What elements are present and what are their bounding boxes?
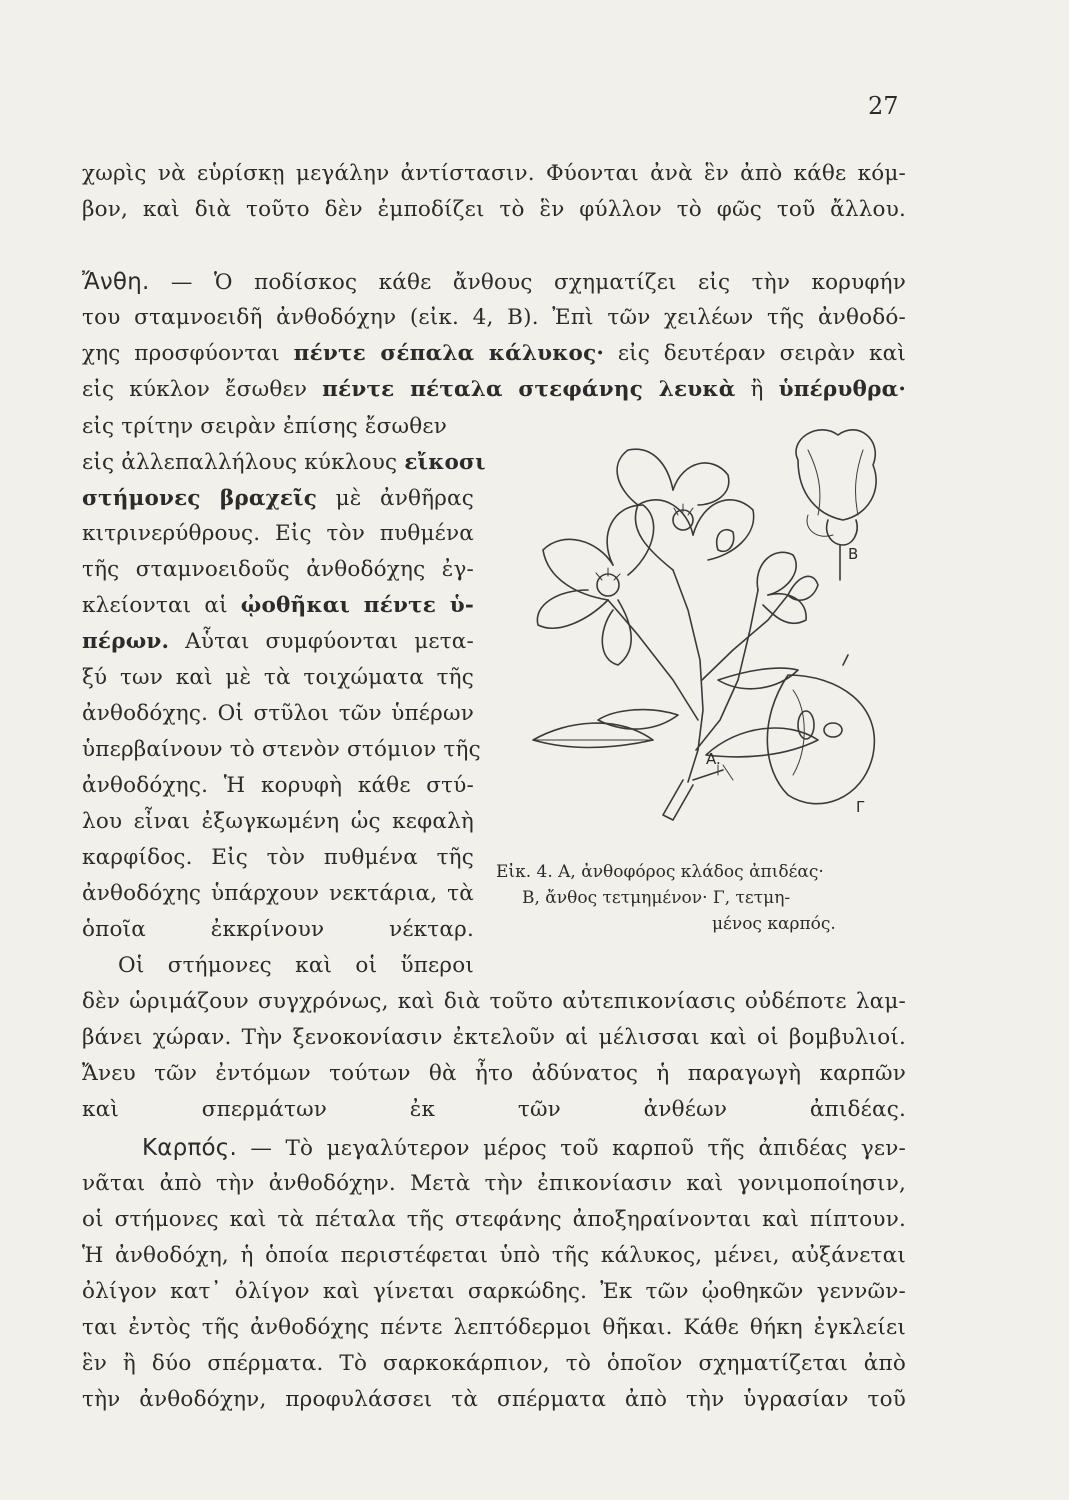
figure-caption: Β, ἄνθος τετμημένον· Γ, τετμη-	[522, 888, 791, 908]
text-line: καρφίδος. Εἰς τὸν πυθμένα τῆς	[82, 845, 474, 870]
text-line: χωρὶς νὰ εὑρίσκῃ μεγάλην ἀντίστασιν. Φύονται ἀνὰ ἓν ἀπὸ κάθε κόμ-	[82, 161, 906, 186]
text-line: ται ἐντὸς τῆς ἀνθοδόχης πέντε λεπτόδερμοι θῆκαι. Κάθε θήκη ἐγκλείει	[82, 1315, 906, 1340]
text-line: ἓν ἢ δύο σπέρματα. Τὸ σαρκοκάρπιον, τὸ ὁποῖον σχηματίζεται ἀπὸ	[82, 1351, 906, 1376]
text-line: χης προσφύονται πέντε σέπαλα κάλυκος· εἰς δευτέραν σειρὰν καὶ	[82, 341, 906, 366]
text-line: Οἱ στήμονες καὶ οἱ ὕπεροι	[118, 953, 474, 978]
text-line: εἰς ἀλλεπαλλήλους κύκλους εἴκοσι	[82, 450, 486, 475]
text-line: ἀνθοδόχης. Οἱ στῦλοι τῶν ὑπέρων	[82, 701, 474, 726]
text-line: βάνει χώραν. Τὴν ξενοκονίασιν ἐκτελοῦν αἱ μέλισσαι καὶ οἱ βομβυλιοί.	[82, 1025, 906, 1050]
text-line: κιτρινερύθρους. Εἰς τὸν πυθμένα	[82, 521, 474, 546]
figure-label-a: A.	[706, 750, 721, 768]
text-line: ἀνθοδόχης ὑπάρχουν νεκτάρια, τὰ	[82, 881, 474, 906]
text-line: οἱ στήμονες καὶ τὰ πέταλα τῆς στεφάνης ἀποξηραίνονται καὶ πίπτουν.	[82, 1207, 906, 1232]
pear-branch-illustration	[488, 420, 908, 840]
figure-label-b: B	[848, 545, 859, 563]
text-line: ὁποῖα ἐκκρίνουν νέκταρ.	[82, 917, 474, 942]
text-line: Ἡ ἀνθοδόχη, ἡ ὁποία περιστέφεται ὑπὸ τῆς κάλυκος, μένει, αὐξάνεται	[82, 1243, 906, 1268]
text-line: τῆς σταμνοειδοῦς ἀνθοδόχης ἐγ-	[82, 557, 474, 582]
text-line: Ἄνθη. — Ὁ ποδίσκος κάθε ἄνθους σχηματίζει εἰς τὴν κορυφήν	[82, 269, 906, 295]
section-heading-flowers: Ἄνθη.	[82, 269, 150, 295]
page-number: 27	[868, 92, 899, 120]
text-line: εἰς κύκλον ἔσωθεν πέντε πέταλα στεφάνης λευκὰ ἢ ὑπέρυθρα·	[82, 377, 907, 402]
text-line: ὑπερβαίνουν τὸ στενὸν στόμιον τῆς	[82, 737, 481, 762]
text-line: του σταμνοειδῆ ἀνθοδόχην (εἰκ. 4, Β). Ἐπὶ τῶν χειλέων τῆς ἀνθοδό-	[82, 305, 906, 330]
text-line: στήμονες βραχεῖς μὲ ἀνθῆρας	[82, 486, 474, 511]
text-line: τὴν ἀνθοδόχην, προφυλάσσει τὰ σπέρματα ἀπὸ τὴν ὑγρασίαν τοῦ	[82, 1387, 906, 1412]
text-line: βον, καὶ διὰ τοῦτο δὲν ἐμποδίζει τὸ ἓν φύλλον τὸ φῶς τοῦ ἄλλου.	[82, 197, 906, 222]
text-line: ἀνθοδόχης. Ἡ κορυφὴ κάθε στύ-	[82, 773, 474, 798]
text-line: νᾶται ἀπὸ τὴν ἀνθοδόχην. Μετὰ τὴν ἐπικονίασιν καὶ γονιμοποίησιν,	[82, 1171, 906, 1196]
text-line: Καρπός. — Τὸ μεγαλύτερον μέρος τοῦ καρποῦ τῆς ἀπιδέας γεν-	[142, 1135, 906, 1161]
text-line: δὲν ὡριμάζουν συγχρόνως, καὶ διὰ τοῦτο αὐτεπικονίασις οὐδέποτε λαμ-	[82, 989, 906, 1014]
text-line: ξύ των καὶ μὲ τὰ τοιχώματα τῆς	[82, 665, 474, 690]
text-line: καὶ σπερμάτων ἐκ τῶν ἀνθέων ἀπιδέας.	[82, 1097, 906, 1122]
text-line: λου εἶναι ἐξωγκωμένη ὡς κεφαλὴ	[82, 809, 474, 834]
text-line: Ἄνευ τῶν ἐντόμων τούτων θὰ ἦτο ἀδύνατος ἡ παραγωγὴ καρπῶν	[82, 1061, 906, 1086]
figure-caption: Εἰκ. 4. Α, ἀνθοφόρος κλάδος ἀπιδέας·	[496, 862, 824, 882]
figure-caption: μένος καρπός.	[712, 914, 836, 934]
text-line: κλείονται αἱ ᾠοθῆκαι πέντε ὑ-	[82, 593, 474, 618]
text-line: πέρων. Αὗται συμφύονται μετα-	[82, 629, 474, 654]
figure-label-g: Γ	[856, 798, 865, 816]
text-line: εἰς τρίτην σειρὰν ἐπίσης ἔσωθεν	[82, 414, 448, 439]
section-heading-fruit: Καρπός.	[142, 1135, 237, 1161]
text-line: ὀλίγον κατ᾽ ὀλίγον καὶ γίνεται σαρκώδης. Ἐκ τῶν ᾠοθηκῶν γεννῶν-	[82, 1279, 906, 1304]
